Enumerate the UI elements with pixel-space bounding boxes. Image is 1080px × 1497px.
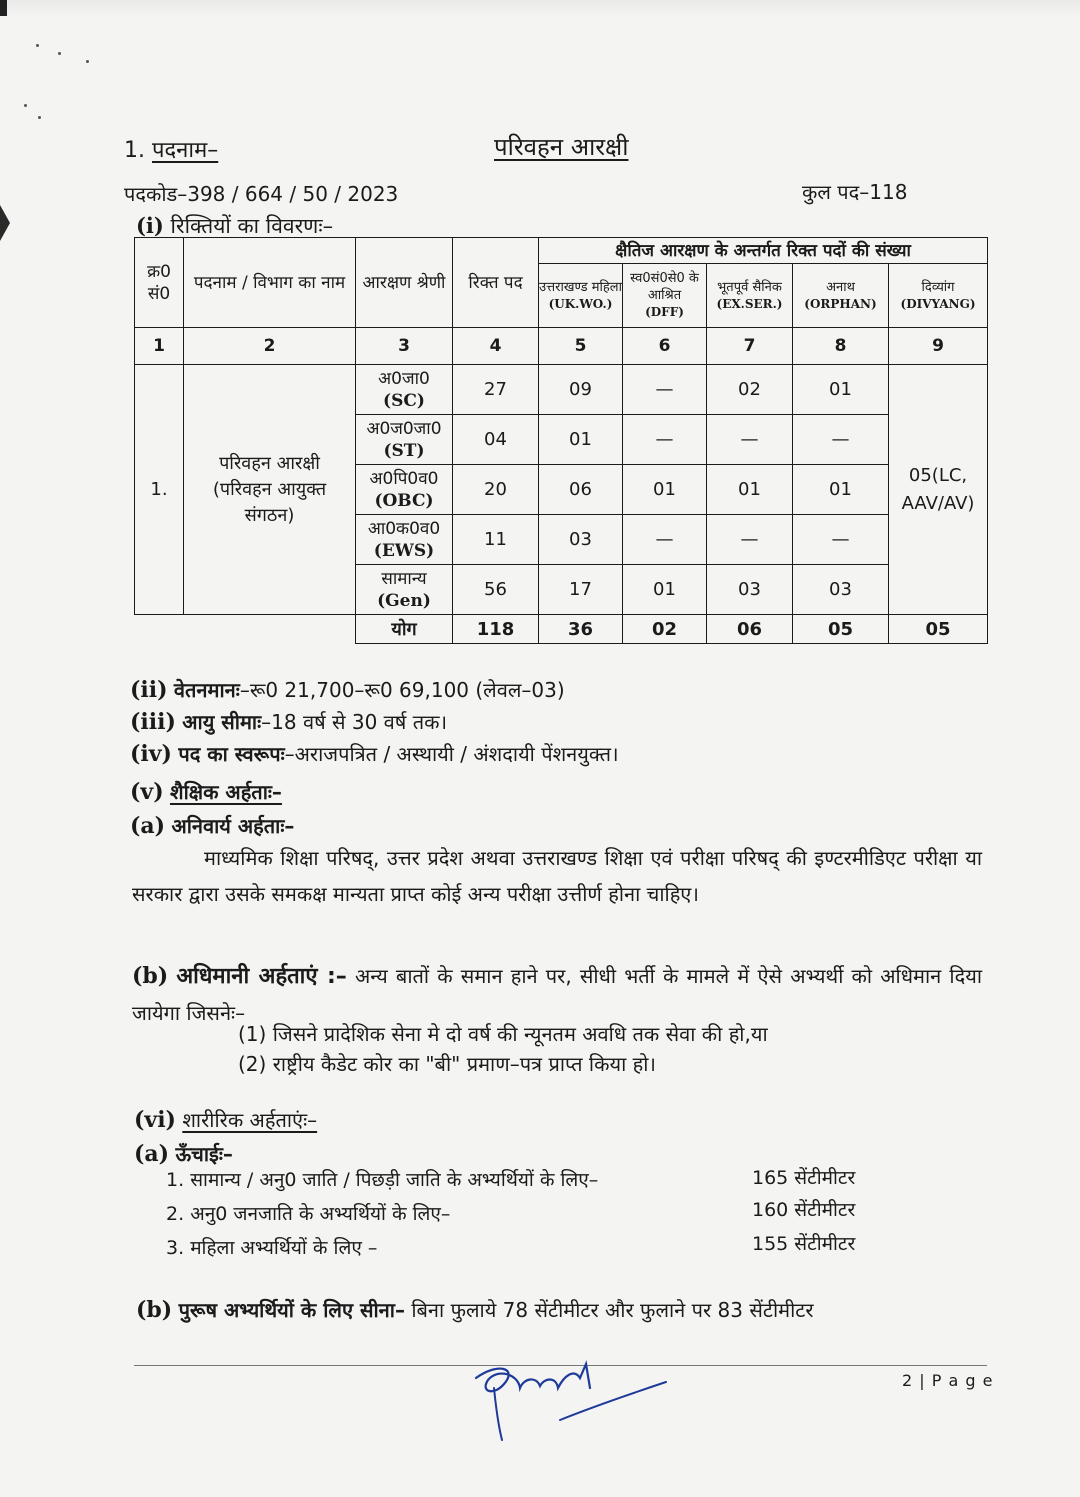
vacant-cell: 11 bbox=[453, 515, 539, 565]
scan-speck bbox=[38, 116, 41, 119]
column-number-row: 1 2 3 4 5 6 7 8 9 bbox=[135, 328, 988, 365]
total-divyang: 05 bbox=[889, 615, 988, 644]
header-uk-women: उत्तराखण्ड महिला (UK.WO.) bbox=[539, 264, 623, 328]
orphan-cell: — bbox=[793, 415, 889, 465]
header-vacant-posts: रिक्त पद bbox=[453, 238, 539, 328]
height-value-1: 165 सेंटीमीटर bbox=[752, 1167, 856, 1189]
total-dff: 02 bbox=[623, 615, 707, 644]
post-label: पदनाम– bbox=[152, 138, 219, 163]
header-orphan: अनाथ (ORPHAN) bbox=[793, 264, 889, 328]
scan-top-edge bbox=[0, 0, 1080, 16]
total-orphan: 05 bbox=[793, 615, 889, 644]
ukwo-cell: 09 bbox=[539, 365, 623, 415]
preference-paragraph: (b) अधिमानी अर्हताएं :– अन्य बातों के समान हाने पर, सीधी भर्ती के मामले में ऐसे अभ्यर्थी को अधिमान दिया जायेगा जिसनेः– bbox=[132, 963, 983, 1025]
dff-cell: — bbox=[623, 515, 707, 565]
header-post-department: पदनाम / विभाग का नाम bbox=[184, 238, 356, 328]
ukwo-cell: 06 bbox=[539, 465, 623, 515]
post-title: परिवहन आरक्षी bbox=[494, 133, 629, 161]
divyang-cell: 05(LC, AAV/AV) bbox=[889, 365, 988, 615]
post-nature-line: (iv) पद का स्वरूपः–अराजपत्रित / अस्थायी / अंशदायी पेंशनयुक्त। bbox=[130, 741, 619, 767]
exser-cell: — bbox=[707, 415, 793, 465]
ukwo-cell: 17 bbox=[539, 565, 623, 615]
vacant-cell: 56 bbox=[453, 565, 539, 615]
education-heading: (v) शैक्षिक अर्हताः– bbox=[130, 779, 282, 805]
header-reservation-category: आरक्षण श्रेणी bbox=[356, 238, 453, 328]
exser-cell: 03 bbox=[707, 565, 793, 615]
orphan-cell: 01 bbox=[793, 365, 889, 415]
exser-cell: 02 bbox=[707, 365, 793, 415]
height-item-2: 2. अनु0 जनजाति के अभ्यर्थियों के लिए– bbox=[166, 1203, 451, 1225]
total-exser: 06 bbox=[707, 615, 793, 644]
preference-item-2: (2) राष्ट्रीय कैडेट कोर का "बी" प्रमाण–पत्र प्राप्त किया हो। bbox=[238, 1052, 656, 1076]
category-cell: अ0जा0 (SC) bbox=[356, 365, 453, 415]
exser-cell: — bbox=[707, 515, 793, 565]
post-heading bbox=[124, 134, 218, 164]
exser-cell: 01 bbox=[707, 465, 793, 515]
ukwo-cell: 01 bbox=[539, 415, 623, 465]
header-ex-serviceman: भूतपूर्व सैनिक (EX.SER.) bbox=[707, 264, 793, 328]
age-limit-line: (iii) आयु सीमाः–18 वर्ष से 30 वर्ष तक। bbox=[130, 709, 448, 735]
total-vacant: 118 bbox=[453, 615, 539, 644]
dff-cell: 01 bbox=[623, 465, 707, 515]
total-label: योग bbox=[356, 615, 453, 644]
preference-item-1: (1) जिसने प्रादेशिक सेना मे दो वर्ष की न्यूनतम अवधि तक सेवा की हो,या bbox=[238, 1022, 768, 1046]
page-number: 2 | P a g e bbox=[902, 1371, 994, 1390]
dff-cell: — bbox=[623, 365, 707, 415]
header-serial-number: क्र0 सं0 bbox=[135, 238, 184, 328]
scan-speck bbox=[86, 60, 89, 63]
dff-cell: 01 bbox=[623, 565, 707, 615]
scan-speck bbox=[24, 104, 27, 107]
height-value-2: 160 सेंटीमीटर bbox=[752, 1199, 856, 1221]
table-row bbox=[135, 365, 988, 415]
post-total: कुल पद–118 bbox=[802, 180, 908, 204]
signature bbox=[440, 1348, 680, 1448]
mandatory-text: माध्यमिक शिक्षा परिषद्, उत्तर प्रदेश अथवा उत्तराखण्ड शिक्षा एवं परीक्षा परिषद् की इण्टरमीडिएट परीक्षा या सरकार द्वारा उसके समकक्ष मान्यता प्राप्त कोई अन्य परीक्षा उत्तीर्ण होना चाहिए। bbox=[132, 846, 982, 906]
total-ukwo: 36 bbox=[539, 615, 623, 644]
mandatory-heading: (a) अनिवार्य अर्हताः– bbox=[130, 813, 295, 839]
orphan-cell: 03 bbox=[793, 565, 889, 615]
scan-edge-mark bbox=[0, 205, 10, 241]
height-item-3: 3. महिला अभ्यर्थियों के लिए – bbox=[166, 1237, 378, 1259]
total-row bbox=[135, 615, 988, 644]
orphan-cell: 01 bbox=[793, 465, 889, 515]
serial-number-cell: 1. bbox=[135, 365, 184, 615]
vacancy-heading: (i) रिक्तियों का विवरणः– bbox=[136, 213, 334, 238]
vacancy-table bbox=[134, 237, 988, 644]
orphan-cell: — bbox=[793, 515, 889, 565]
post-code: पदकोड–398 / 664 / 50 / 2023 bbox=[124, 182, 399, 206]
header-divyang: दिव्यांग (DIVYANG) bbox=[889, 264, 988, 328]
vacant-cell: 20 bbox=[453, 465, 539, 515]
chest-line: (b) पुरूष अभ्यर्थियों के लिए सीना– बिना फुलाये 78 सेंटीमीटर और फुलाने पर 83 सेंटीमीटर bbox=[136, 1297, 814, 1323]
ukwo-cell: 03 bbox=[539, 515, 623, 565]
height-item-1: 1. सामान्य / अनु0 जाति / पिछड़ी जाति के अभ्यर्थियों के लिए– bbox=[166, 1169, 599, 1191]
header-dff: स्व0सं0से0 के आश्रित (DFF) bbox=[623, 264, 707, 328]
vacant-cell: 04 bbox=[453, 415, 539, 465]
category-cell: अ0ज0जा0 (ST) bbox=[356, 415, 453, 465]
post-name-cell: परिवहन आरक्षी (परिवहन आयुक्त संगठन) bbox=[184, 365, 356, 615]
scan-speck bbox=[36, 44, 39, 47]
scan-speck bbox=[58, 52, 61, 55]
dff-cell: — bbox=[623, 415, 707, 465]
post-number: 1. bbox=[124, 138, 145, 163]
vacant-cell: 27 bbox=[453, 365, 539, 415]
category-cell: आ0क0व0 (EWS) bbox=[356, 515, 453, 565]
category-cell: सामान्य (Gen) bbox=[356, 565, 453, 615]
height-value-3: 155 सेंटीमीटर bbox=[752, 1233, 856, 1255]
physical-heading: (vi) शारीरिक अर्हताएंः– bbox=[134, 1107, 318, 1133]
header-horizontal-reservation: क्षैतिज आरक्षण के अन्तर्गत रिक्त पदों की संख्या bbox=[539, 238, 988, 264]
height-heading: (a) ऊँचाईः– bbox=[134, 1141, 233, 1167]
category-cell: अ0पि0व0 (OBC) bbox=[356, 465, 453, 515]
pay-scale-line: (ii) वेतनमानः–रू0 21,700–रू0 69,100 (लेवल–03) bbox=[130, 677, 565, 703]
